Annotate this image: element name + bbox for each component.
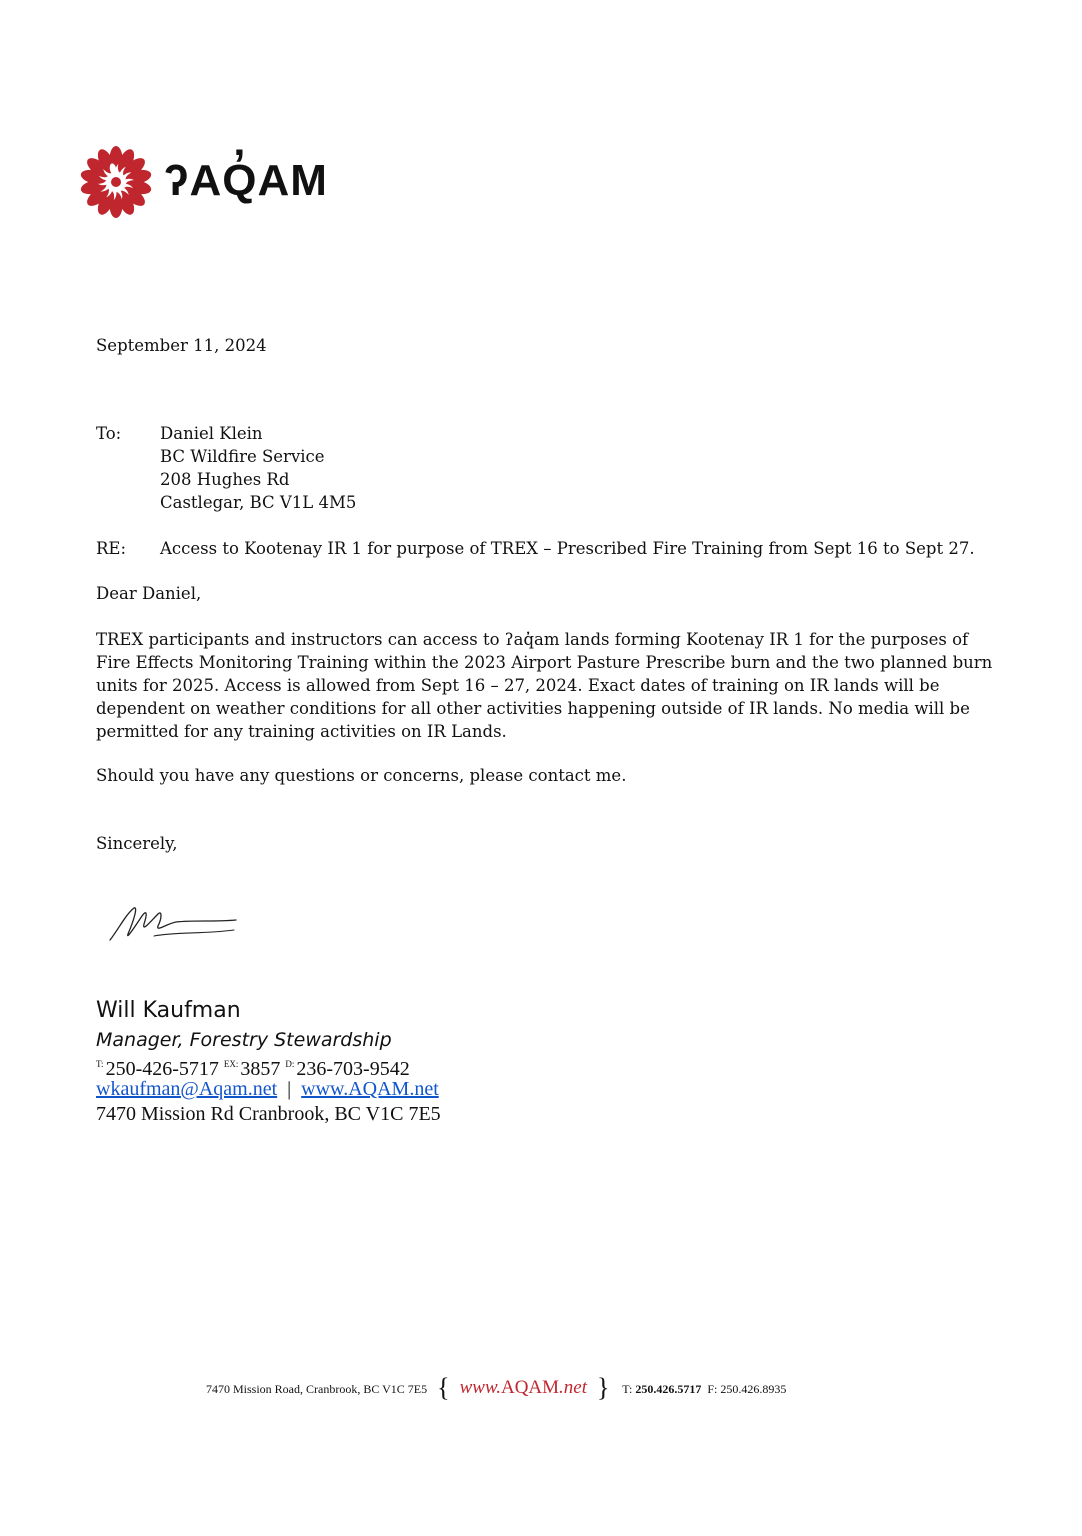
footer-address: 7470 Mission Road, Cranbrook, BC V1C 7E5 [206,1382,428,1396]
footer-website [460,1377,587,1398]
phone-d-label: D: [285,1059,295,1069]
recipient-street: 208 Hughes Rd [160,470,290,489]
recipient-org: BC Wildfire Service [160,447,325,466]
header-logo [76,142,336,224]
recipient-name: Daniel Klein [160,424,263,443]
handwritten-signature [104,900,244,950]
direct-phone: 236-703-9542 [296,1058,410,1080]
footer-web-name: AQAM [500,1377,560,1398]
red-flower-emblem-icon [76,142,156,222]
signatory-address: 7470 Mission Rd Cranbrook, BC V1C 7E5 [96,1103,441,1125]
body-paragraph: TREX participants and instructors can access to ʔaq̓am lands forming Kootenay IR 1 for the purposes of Fire Effects Monitoring Training within the 2023 Airport Pasture Prescribe burn and the two planned burn units for 2025. Access is allowed from Sept 16 – 27, 2024. Exact dates of training on IR lands will be dependent on weather conditions for all other activities happening outside of IR lands. No media will be permitted for any training activities on IR Lands. [96,630,993,741]
footer-phone-label: T: [622,1382,633,1396]
phone-t-label: T: [96,1059,104,1069]
closing: Sincerely, [96,834,178,853]
recipient-address [160,422,356,514]
phone-extension: 3857 [240,1058,281,1080]
footer-fax: 250.426.8935 [720,1382,787,1396]
re-label: RE: [96,539,127,558]
subject-line: Access to Kootenay IR 1 for purpose of TREX – Prescribed Fire Training from Sept 16 to Sept 27. [160,539,975,558]
signatory-title: Manager, Forestry Stewardship [96,1029,392,1051]
recipient-city: Castlegar, BC V1L 4M5 [160,493,357,512]
footer-phone: 250.426.5717 [635,1382,702,1396]
website-link[interactable]: www.AQAM.net [301,1078,439,1100]
to-label: To: [96,424,122,443]
phone-number: 250-426-5717 [105,1058,219,1080]
letter-date: September 11, 2024 [96,336,267,355]
link-separator: | [287,1078,292,1100]
footer-fax-label: F: [707,1382,718,1396]
salutation: Dear Daniel, [96,584,202,603]
footer-brace-open: { [437,1373,450,1402]
footer-brace-close: } [597,1373,610,1402]
footer-web-prefix: www. [459,1377,501,1398]
footer-web-suffix: .net [559,1377,587,1398]
email-link[interactable]: wkaufman@Aqam.net [96,1078,278,1100]
ext-label: EX: [223,1059,239,1069]
page-footer [206,1372,786,1404]
body-paragraph-contact: Should you have any questions or concerns, please contact me. [96,766,627,785]
signatory-links [96,1076,439,1102]
logo-wordmark: ʔAQ̓AM [164,156,328,205]
signatory-name: Will Kaufman [96,998,241,1023]
